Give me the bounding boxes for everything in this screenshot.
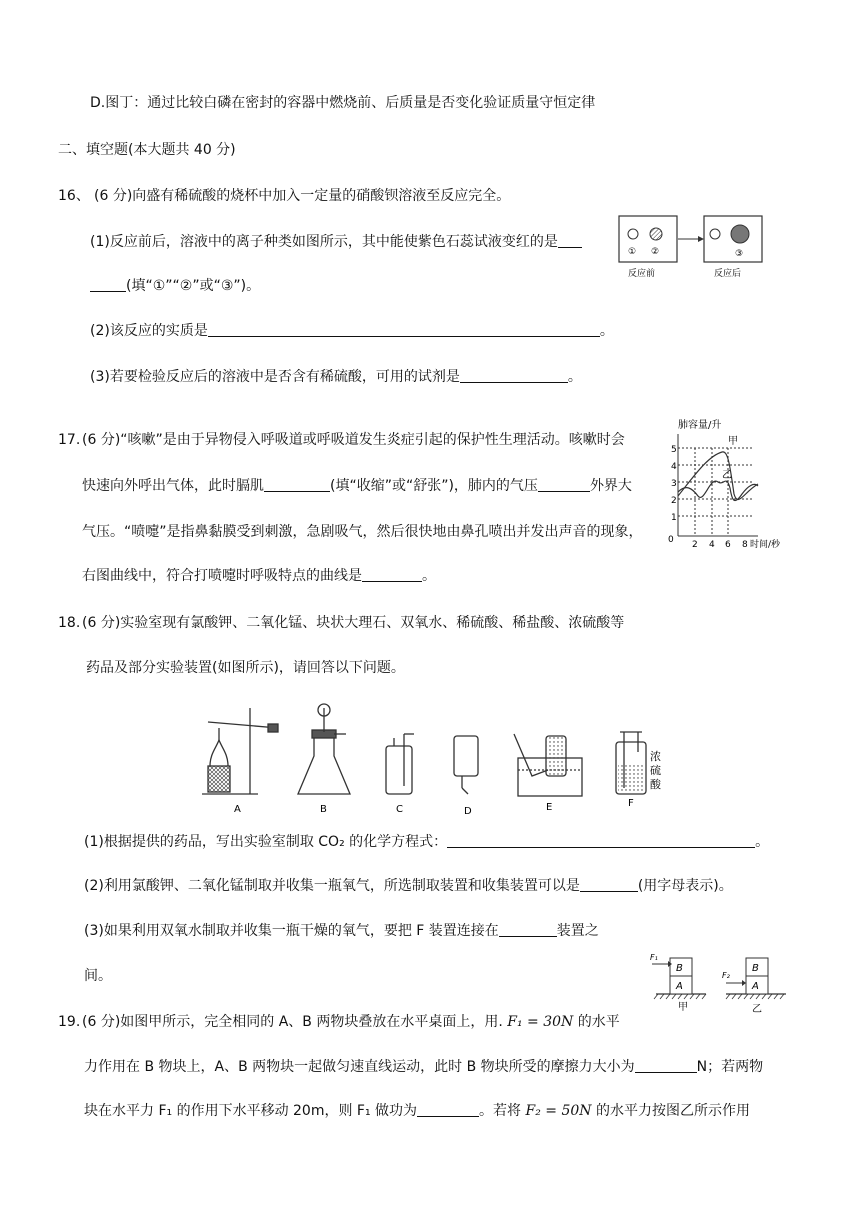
label-b: B <box>320 804 327 815</box>
q19-line2: 力作用在 B 物块上，A、B 两物块一起做匀速直线运动，此时 B 物块所受的摩擦力大小为 N；若两物 <box>84 1059 764 1075</box>
q18-line1: (6 分)实验室现有氯酸钾、二氧化锰、块状大理石、双氧水、稀硫酸、稀盐酸、浓硫酸等 <box>82 615 625 631</box>
q18-answer-blank-1[interactable] <box>447 833 755 848</box>
q19-line1: (6 分)如图甲所示，完全相同的 A、B 两物块叠放在水平桌面上，用. F₁ = 30N 的水平 <box>82 1014 620 1030</box>
q18-number: 18. <box>58 615 81 631</box>
apparatus-d <box>454 736 478 794</box>
fig19-f1-label: F₁ <box>650 953 658 962</box>
x-tick-4: 4 <box>709 540 715 550</box>
q17-answer-blank-2[interactable] <box>538 477 590 492</box>
q18-answer-blank-3[interactable] <box>499 922 557 937</box>
acid-label-1: 浓 <box>650 750 661 763</box>
curve-jia-label: 甲 <box>728 436 738 447</box>
q16-stem: (6 分)向盛有稀硫酸的烧杯中加入一定量的硝酸钡溶液至反应完全。 <box>94 188 511 204</box>
fig19-a-right: A <box>752 981 759 992</box>
acid-label-3: 酸 <box>650 778 661 791</box>
q18-apparatus-figure <box>196 700 666 818</box>
apparatus-a <box>202 708 278 794</box>
fig19-b-right: B <box>752 963 759 974</box>
q17-line2: 快速向外呼出气体，此时膈肌 (填“收缩”或“舒张”)，肺内的气压 外界大 <box>82 478 632 494</box>
q16-answer-blank-3[interactable] <box>460 368 568 383</box>
x-tick-6: 6 <box>725 540 731 550</box>
q19-answer-blank-2[interactable] <box>417 1102 479 1117</box>
label-a: A <box>234 804 241 815</box>
q17-answer-blank-1[interactable] <box>264 477 330 492</box>
y-axis-label: 肺容量/升 <box>678 420 722 431</box>
fig19-jia-label: 甲 <box>678 1002 688 1013</box>
fig19-yi-label: 乙 <box>752 1004 762 1015</box>
section-header: 二、填空题(本大题共 40 分) <box>58 142 236 158</box>
label-e: E <box>546 802 553 813</box>
label-c: C <box>396 804 403 815</box>
curve-jia <box>678 452 758 500</box>
fig19-b-left: B <box>676 963 683 974</box>
apparatus-c <box>386 734 414 794</box>
q17-number: 17. <box>58 432 81 448</box>
ion-label-3: ③ <box>735 249 744 259</box>
q18-part3: (3)如果利用双氧水制取并收集一瓶干燥的氧气，要把 F 装置连接在 装置之 <box>84 923 599 939</box>
y-tick-3: 3 <box>671 479 677 489</box>
q19-answer-blank-1[interactable] <box>635 1058 697 1073</box>
q19-number: 19. <box>58 1014 81 1030</box>
apparatus-f <box>616 732 646 794</box>
x-axis-label: 时间/秒 <box>750 540 781 550</box>
q17-line4: 右图曲线中，符合打喷嚏时呼吸特点的曲线是 。 <box>82 568 436 584</box>
q17-line1: (6 分)“咳嗽”是由于异物侵入呼吸道或呼吸道发生炎症引起的保护性生理活动。咳嗽时会 <box>82 432 625 448</box>
label-before: 反应前 <box>628 269 656 279</box>
q18-part1: (1)根据提供的药品，写出实验室制取 CO₂ 的化学方程式： 。 <box>84 834 770 850</box>
q16-answer-blank-2[interactable] <box>208 322 600 337</box>
q17-line3: 气压。“喷嚏”是指鼻黏膜受到刺激，急剧吸气，然后很快地由鼻孔喷出并发出声音的现象， <box>82 524 643 540</box>
q16-part3: (3)若要检验反应后的溶液中是否含有稀硫酸，可用的试剂是 。 <box>90 369 582 385</box>
q16-part1-line2: (填“①”“②”或“③”)。 <box>90 277 260 295</box>
ion-label-2: ② <box>651 247 660 257</box>
q17-lung-curve-figure <box>664 416 800 552</box>
apparatus-b <box>298 704 350 794</box>
apparatus-e <box>514 734 582 796</box>
fig19-a-left: A <box>676 981 683 992</box>
label-f: F <box>628 798 634 809</box>
y-tick-2: 2 <box>671 496 677 506</box>
q19-blocks-figure <box>646 950 796 1018</box>
label-after: 反应后 <box>714 269 742 279</box>
y-tick-5: 5 <box>671 445 677 455</box>
q16-answer-blank-1b[interactable] <box>90 277 126 292</box>
q16-part1-line1: (1)反应前后，溶液中的离子种类如图所示，其中能使紫色石蕊试液变红的是 <box>90 233 582 251</box>
x-tick-8: 8 <box>742 540 748 550</box>
q16-number: 16、 <box>58 188 90 204</box>
origin-label: 0 <box>668 535 674 545</box>
y-tick-1: 1 <box>671 513 677 523</box>
option-d-text: D.图丁：通过比较白磷在密封的容器中燃烧前、后质量是否变化验证质量守恒定律 <box>90 95 596 111</box>
label-d: D <box>464 806 472 817</box>
q18-part2: (2)利用氯酸钾、二氧化锰制取并收集一瓶氧气，所选制取装置和收集装置可以是 (用字母表示)。 <box>84 878 733 894</box>
q16-ion-figure <box>618 214 766 284</box>
curve-yi-label: 乙 <box>722 470 732 481</box>
q18-part3-end: 间。 <box>84 968 112 984</box>
q18-line2: 药品及部分实验装置(如图所示)，请回答以下问题。 <box>86 660 405 676</box>
y-tick-4: 4 <box>671 462 677 472</box>
fig19-f2-label: F₂ <box>722 971 730 980</box>
curve-yi <box>678 481 758 501</box>
q19-line3: 块在水平力 F₁ 的作用下水平移动 20m，则 F₁ 做功为 。若将 F₂ = 50N 的水平力按图乙所示作用 <box>84 1103 750 1119</box>
q16-answer-blank-1a[interactable] <box>558 233 582 248</box>
acid-label-2: 硫 <box>650 764 661 777</box>
q16-part2: (2)该反应的实质是 。 <box>90 323 614 339</box>
ion-label-1: ① <box>628 247 637 257</box>
x-tick-2: 2 <box>692 540 698 550</box>
q18-answer-blank-2[interactable] <box>580 877 638 892</box>
q17-answer-blank-3[interactable] <box>362 567 422 582</box>
